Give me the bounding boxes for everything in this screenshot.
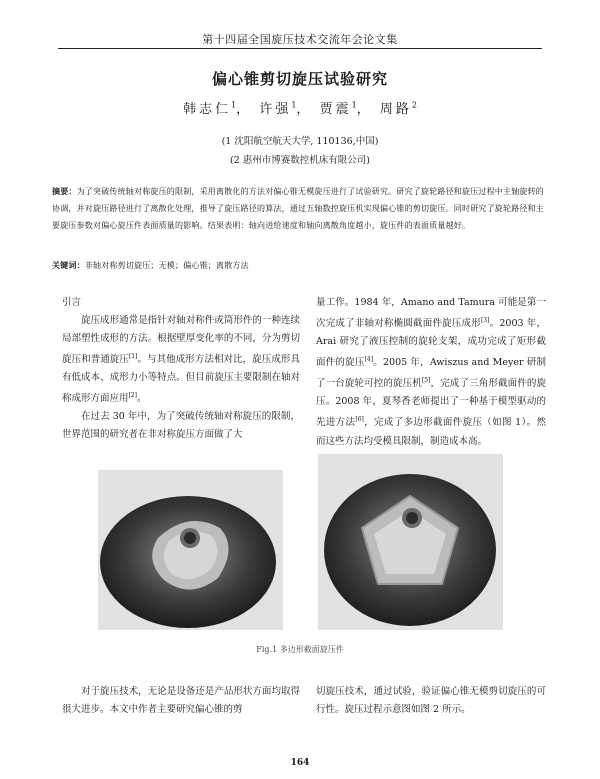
right-column: [316, 294, 546, 451]
header-rule: [58, 48, 542, 49]
paragraph: 旋压成形通常是指针对轴对称件或筒形件的一种连续局部塑性成形的方法。根据壁厚变化率的不同，分为剪切旋压和普通旋压[1]。与其他成形方法相对比，旋压成形具有低成本、成形力小等特点。但目前旋压主要限制在轴对称成形方面应用[2]。: [62, 315, 300, 405]
citation: [4]: [364, 356, 374, 364]
keywords: [52, 257, 550, 274]
author-name: 贾震: [319, 102, 352, 117]
abstract-label: 摘要：: [52, 186, 77, 196]
section-heading: 引言: [62, 297, 82, 308]
spun-part-rounded-triangle-image: [98, 470, 283, 630]
citation: [3]: [480, 317, 490, 324]
keywords-text: 非轴对称剪切旋压；无模；偏心锥；离散方法: [84, 261, 249, 270]
author-name: 韩志仁: [183, 102, 232, 117]
figure-photo-right: [318, 454, 503, 630]
left-column: [62, 294, 300, 444]
bottom-right-paragraph: 切旋压技术，通过试验，验证偏心锥无模剪切旋压的可行性。旋压过程示意图如图 2 所示。: [316, 686, 546, 715]
citation: [1]: [128, 353, 138, 360]
author-affil-mark: 1: [351, 100, 357, 110]
citation: [2]: [128, 392, 138, 400]
author-affil-mark: 1: [291, 100, 297, 110]
author-affil-mark: 1: [231, 100, 237, 110]
citation: [5]: [421, 377, 431, 385]
paragraph: 量工作。1984 年，Amano and Tamura 可能是第一次完成了非轴对称椭圆截面件旋压成形[3]。2003 年，Arai 研究了液压控制的旋轮支架，成功完成了矩形截面件的旋压[4]。2005 年，Awiszus and Meyer 研制了一台旋轮可控的旋压机[5]，完成了三角形截面件的旋压。2008 年，夏琴香老师提出了一种基于模型驱动的先进方法[6]，完成了多边形截面件旋压（如图 1）。然而这些方法均受模具限制，制造成本高。: [316, 297, 546, 447]
paper-title: 偏心锥剪切旋压试验研究: [211, 70, 388, 88]
keywords-label: 关键词：: [52, 260, 85, 270]
affiliation-2: (2 惠州市博赛数控机床有限公司): [230, 155, 370, 166]
bottom-left-paragraph: 对于旋压技术，无论是设备还是产品形状方面均取得很大进步。本文中作者主要研究偏心锥的剪: [62, 686, 300, 715]
spun-part-pentagon-image: [318, 454, 503, 630]
figure-caption: Fig.1 多边形截面旋压件: [256, 645, 344, 654]
paragraph: 在过去 30 年中，为了突破传统轴对称旋压的限制，世界范围的研究者在非对称旋压方面做了大: [62, 411, 300, 441]
author-affil-mark: 2: [411, 100, 417, 110]
author-list: 韩志仁$^1$， 许强$^1$， 贾震$^1$， 周路$^2$: [183, 100, 417, 117]
figure-photo-left: [98, 470, 283, 630]
citation: [6]: [355, 416, 364, 424]
affiliation-1: (1 沈阳航空航天大学, 110136,中国): [221, 136, 379, 147]
running-header: 第十四届全国旋压技术交流年会论文集: [202, 33, 398, 46]
author-name: 周路: [379, 102, 412, 117]
author-name: 许强: [259, 102, 292, 117]
page-number: 164: [290, 758, 310, 768]
abstract-text: 为了突破传统轴对称旋压的限制，采用离散化的方法对偏心锥无模旋压进行了试验研究。研究了旋轮路径和旋压过程中主轴旋转的协调，并对旋压路径进行了离散化处理，推导了旋压路径的算法，通过五轴数控旋压机实现偏心锥的剪切旋压。同时研究了旋轮路径和主要旋压参数对偏心旋压件表面质量的影响。结果表明：轴向进给速度和轴向离散角度越小，旋压件的表面质量越好。: [52, 187, 545, 230]
abstract: [52, 183, 550, 234]
